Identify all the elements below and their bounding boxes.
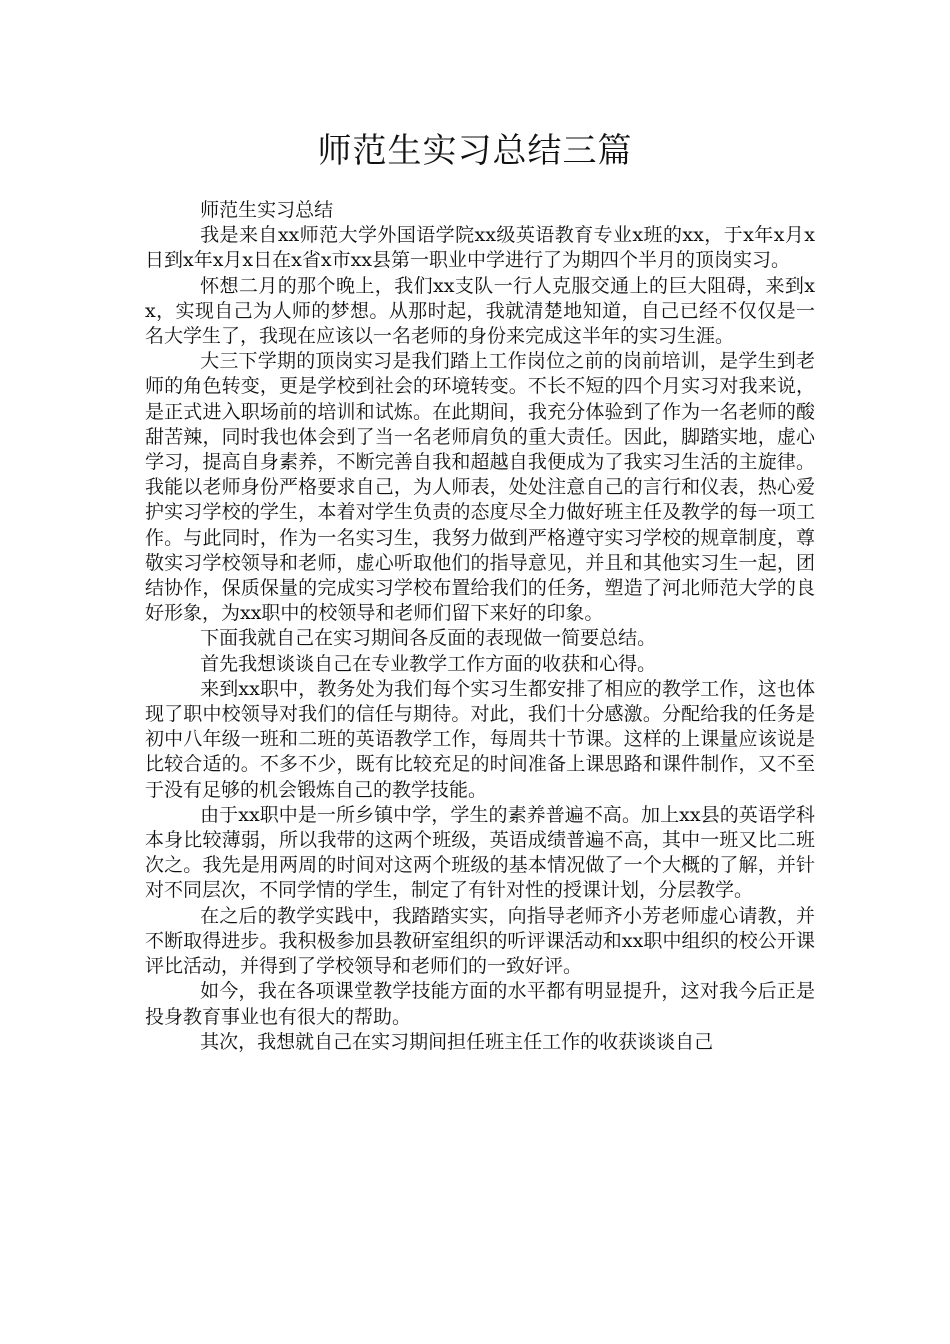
document-title: 师范生实习总结三篇 [317,131,633,171]
paragraph: 怀想二月的那个晚上，我们xx支队一行人克服交通上的巨大阻碍，来到xx，实现自己为人师的梦想。从那时起，我就清楚地知道，自己已经不仅仅是一名大学生了，我现在应该以一名老师的身份来完成这半年的实习生涯。 [145,274,815,348]
paragraph: 首先我想谈谈自己在专业教学工作方面的收获和心得。 [200,652,657,675]
section-heading: 师范生实习总结 [200,199,334,221]
paragraph: 我是来自xx师范大学外国语学院xx级英语教育专业x班的xx，于x年x月x日到x年x月x日在x省x市xx县第一职业中学进行了为期四个半月的顶岗实习。 [145,224,815,272]
paragraph: 来到xx职中，教务处为我们每个实习生都安排了相应的教学工作，这也体现了职中校领导对我们的信任与期待。对此，我们十分感激。分配给我的任务是初中八年级一班和二班的英语教学工作，每周共十节课。这样的上课量应该说是比较合适的。不多不少，既有比较充足的时间准备上课思路和课件制作，又不至于没有足够的机会锻炼自己的教学技能。 [145,677,815,801]
paragraph: 由于xx职中是一所乡镇中学，学生的素养普遍不高。加上xx县的英语学科本身比较薄弱，所以我带的这两个班级，英语成绩普遍不高，其中一班又比二班次之。我先是用两周的时间对这两个班级的基本情况做了一个大概的了解，并针对不同层次，不同学情的学生，制定了有针对性的授课计划，分层教学。 [145,803,815,902]
paragraph: 下面我就自己在实习期间各反面的表现做一简要总结。 [200,627,657,650]
paragraph: 大三下学期的顶岗实习是我们踏上工作岗位之前的岗前培训，是学生到老师的角色转变，更是学校到社会的环境转变。不长不短的四个月实习对我来说，是正式进入职场前的培训和试炼。在此期间，我充分体验到了作为一名老师的酸甜苦辣，同时我也体会到了当一名老师肩负的重大责任。因此，脚踏实地，虚心学习，提高自身素养，不断完善自我和超越自我便成为了我实习生活的主旋律。我能以老师身份严格要求自己，为人师表，处处注意自己的言行和仪表，热心爱护实习学校的学生，本着对学生负责的态度尽全力做好班主任及教学的每一项工作。与此同时，作为一名实习生，我努力做到严格遵守实习学校的规章制度，尊敬实习学校领导和老师，虚心听取他们的指导意见，并且和其他实习生一起，团结协作，保质保量的完成实习学校布置给我们的任务，塑造了河北师范大学的良好形象，为xx职中的校领导和老师们留下来好的印象。 [145,350,815,625]
document-body [145,198,815,1055]
paragraph: 如今，我在各项课堂教学技能方面的水平都有明显提升，这对我今后正是投身教育事业也有很大的帮助。 [145,980,815,1028]
paragraph: 其次，我想就自己在实习期间担任班主任工作的收获谈谈自己 [200,1030,714,1053]
paragraph: 在之后的教学实践中，我踏踏实实，向指导老师齐小芳老师虚心请教，并不断取得进步。我积极参加县教研室组织的听评课活动和xx职中组织的校公开课评比活动，并得到了学校领导和老师们的一致好评。 [145,904,815,978]
